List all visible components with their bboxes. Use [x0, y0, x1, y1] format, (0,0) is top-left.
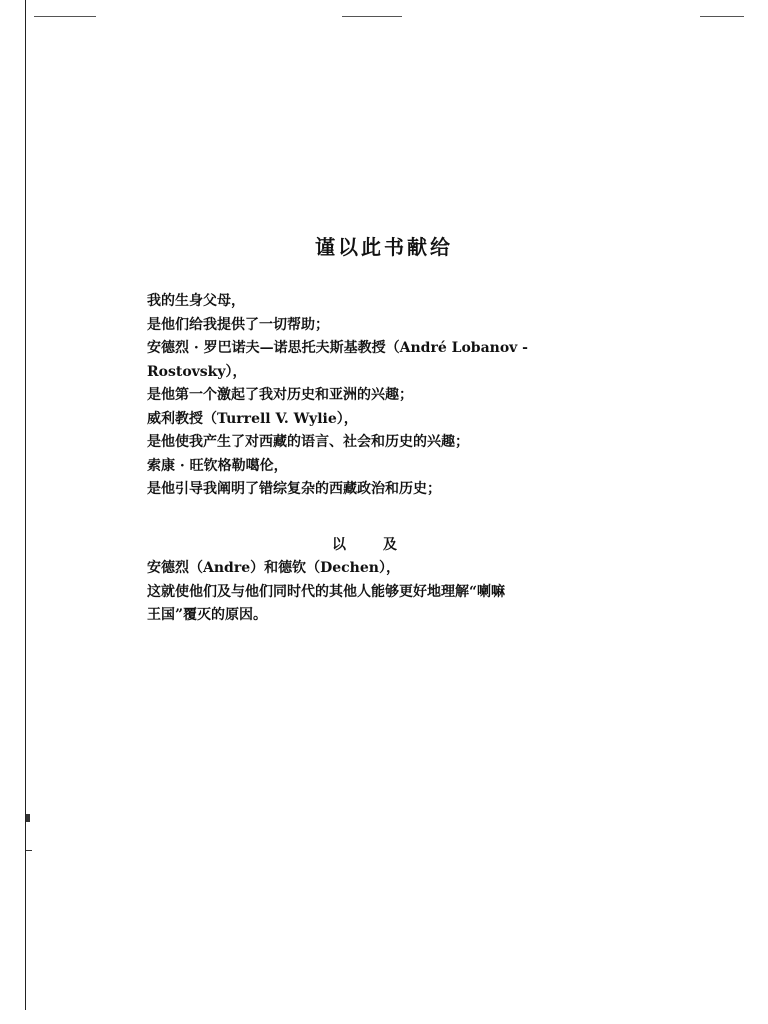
separator-heading	[147, 534, 647, 558]
closing-line: 这就使他们及与他们同时代的其他人能够更好地理解“喇嘛	[147, 583, 506, 600]
dedication-title: 谨以此书献给	[315, 235, 453, 259]
dedication-line: 安德烈 · 罗巴诺夫—诺思托夫斯基教授（André Lobanov -	[147, 340, 528, 356]
page-edge-line	[25, 0, 26, 1010]
dedication-line: 是他使我产生了对西藏的语言、社会和历史的兴趣；	[147, 434, 469, 450]
dedication-line: 是他第一个激起了我对历史和亚洲的兴趣；	[147, 387, 413, 403]
dedication-line: 威利教授（Turrell V. Wylie），	[147, 410, 358, 427]
section-gap	[147, 502, 647, 534]
scan-noise	[342, 16, 402, 17]
dedication-line: 是他引导我阐明了错综复杂的西藏政治和历史；	[147, 481, 441, 497]
scan-noise	[700, 16, 744, 17]
dedication-line: 是他们给我提供了一切帮助；	[147, 316, 329, 333]
separator-char: 及	[383, 536, 398, 553]
dedication-line: Rostovsky），	[147, 363, 247, 380]
scan-noise	[34, 16, 96, 17]
scan-mark	[26, 814, 30, 822]
closing-line: 安德烈（Andre）和德钦（Dechen），	[147, 560, 400, 576]
separator-char: 以	[332, 536, 347, 553]
dedication-line: 我的生身父母，	[147, 293, 245, 309]
dedication-line: 索康 · 旺钦格勒噶伦，	[147, 457, 288, 474]
dedication-body	[147, 290, 647, 628]
closing-line: 王国”覆灭的原因。	[147, 607, 268, 623]
scan-mark	[26, 850, 32, 851]
